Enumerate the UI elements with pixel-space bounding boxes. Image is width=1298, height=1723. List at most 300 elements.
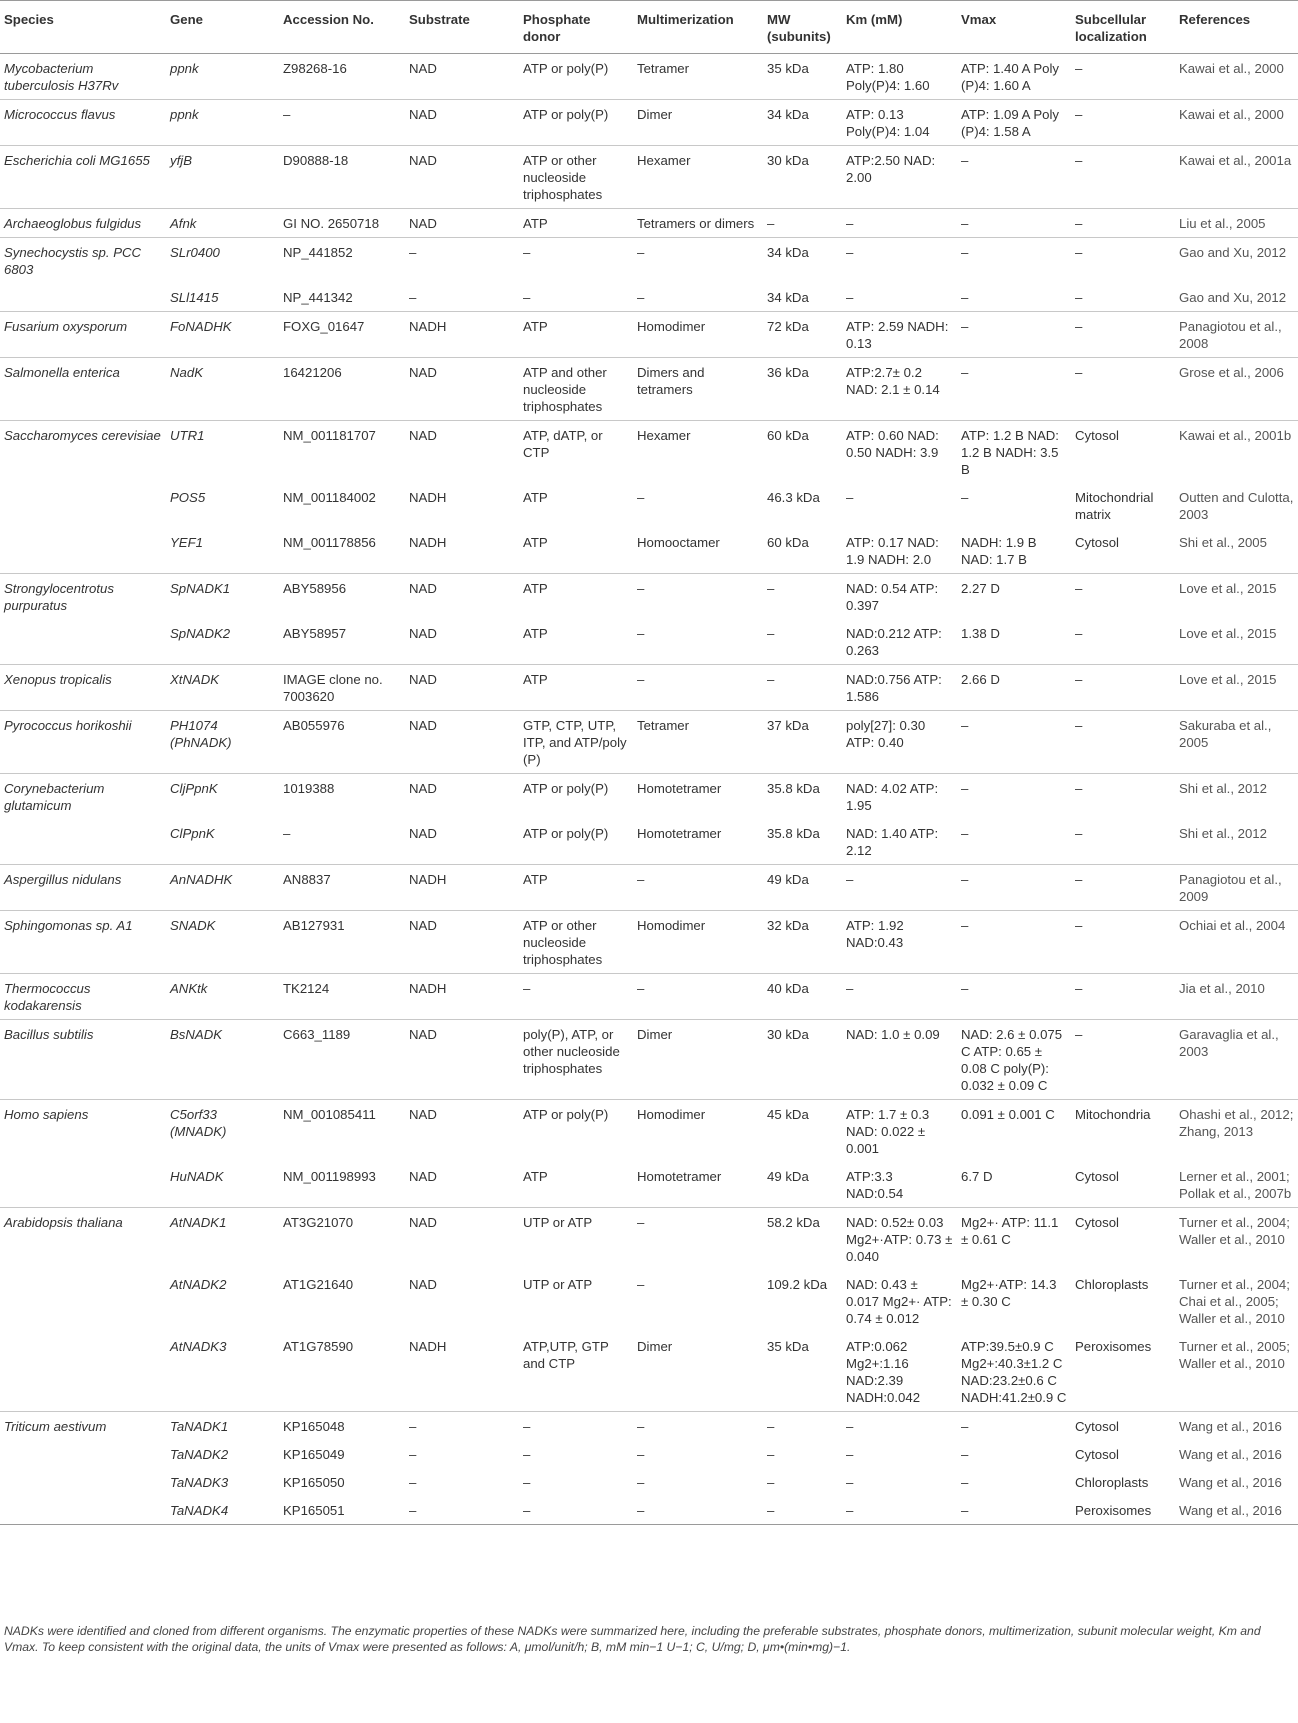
cell-gene: YEF1 bbox=[170, 535, 203, 550]
cell-vmax: – bbox=[957, 974, 1071, 1020]
cell-acc: NM_001198993 bbox=[283, 1169, 376, 1184]
table-row bbox=[0, 865, 1298, 911]
cell-km: ATP:2.50 NAD: 2.00 bbox=[842, 146, 957, 209]
cell-mw: 58.2 kDa bbox=[763, 1208, 842, 1271]
cell-donor: – bbox=[519, 1412, 633, 1441]
cell-acc: AT1G78590 bbox=[283, 1339, 354, 1354]
cell-gene: BsNADK bbox=[166, 1020, 279, 1100]
cell-ref: Kawai et al., 2001a bbox=[1175, 146, 1298, 209]
cell-mw: – bbox=[767, 1475, 775, 1490]
cell-gene: AtNADK2 bbox=[170, 1277, 227, 1292]
cell-sub: – bbox=[405, 238, 519, 284]
cell-sub: NADH bbox=[409, 1339, 447, 1354]
cell-km: – bbox=[846, 1447, 854, 1462]
cell-acc: NM_001178856 bbox=[283, 535, 376, 550]
cell-loc: Cytosol bbox=[1075, 535, 1119, 550]
cell-donor: ATP or poly(P) bbox=[519, 1100, 633, 1163]
cell-vmax: NAD: 2.6 ± 0.075 C ATP: 0.65 ± 0.08 C poly(P): 0.032 ± 0.09 C bbox=[957, 1020, 1071, 1100]
cell-vmax: – bbox=[957, 865, 1071, 911]
cell-multi: Homodimer bbox=[633, 312, 763, 358]
table-row bbox=[0, 1100, 1298, 1163]
cell-km: poly[27]: 0.30 ATP: 0.40 bbox=[842, 711, 957, 774]
cell-species bbox=[0, 619, 166, 665]
cell-mw: – bbox=[767, 1447, 775, 1462]
cell-gene: SLl1415 bbox=[170, 290, 219, 305]
cell-loc: – bbox=[1075, 61, 1083, 76]
cell-sub: – bbox=[405, 1412, 519, 1441]
table-row bbox=[0, 54, 1298, 100]
cell-mw: 30 kDa bbox=[763, 146, 842, 209]
cell-gene: TaNADK2 bbox=[170, 1447, 229, 1462]
cell-loc: – bbox=[1071, 974, 1175, 1020]
cell-species bbox=[0, 1496, 166, 1525]
cell-sub: – bbox=[409, 1447, 417, 1462]
cell-loc: – bbox=[1071, 774, 1175, 820]
cell-acc: AB127931 bbox=[279, 911, 405, 974]
cell-multi: – bbox=[633, 238, 763, 284]
cell-multi: Tetramer bbox=[633, 711, 763, 774]
cell-multi: Hexamer bbox=[633, 146, 763, 209]
cell-sub: NAD bbox=[409, 626, 437, 641]
cell-loc: – bbox=[1071, 665, 1175, 711]
table-row bbox=[0, 974, 1298, 1020]
cell-loc: Cytosol bbox=[1071, 1412, 1175, 1441]
cell-sub: NAD bbox=[405, 774, 519, 820]
cell-gene: HuNADK bbox=[170, 1169, 224, 1184]
cell-sub: NADH bbox=[409, 490, 447, 505]
cell-loc: Cytosol bbox=[1071, 421, 1175, 484]
cell-mw: 30 kDa bbox=[763, 1020, 842, 1100]
cell-vmax: – bbox=[957, 312, 1071, 358]
cell-donor: ATP or poly(P) bbox=[523, 61, 609, 76]
cell-vmax: – bbox=[961, 1475, 969, 1490]
cell-gene: XtNADK bbox=[166, 665, 279, 711]
cell-mw: – bbox=[767, 626, 775, 641]
cell-acc: NP_441342 bbox=[283, 290, 353, 305]
cell-species: Saccharomyces cerevisiae bbox=[0, 421, 166, 484]
cell-loc: Cytosol bbox=[1071, 1208, 1175, 1271]
cell-donor: – bbox=[523, 1447, 531, 1462]
cell-species: Arabidopsis thaliana bbox=[0, 1208, 166, 1271]
cell-species bbox=[0, 1332, 166, 1412]
cell-acc: IMAGE clone no. 7003620 bbox=[279, 665, 405, 711]
cell-vmax: 1.38 D bbox=[961, 626, 1000, 641]
table-row bbox=[0, 528, 1298, 574]
cell-sub: NADH bbox=[409, 535, 447, 550]
cell-gene: Afnk bbox=[166, 209, 279, 238]
cell-gene: SNADK bbox=[166, 911, 279, 974]
cell-multi: – bbox=[637, 1475, 645, 1490]
cell-donor: UTP or ATP bbox=[519, 1208, 633, 1271]
cell-donor: – bbox=[523, 290, 531, 305]
cell-km: ATP: 1.92 NAD:0.43 bbox=[842, 911, 957, 974]
cell-ref: Garavaglia et al., 2003 bbox=[1175, 1020, 1298, 1100]
cell-species: Aspergillus nidulans bbox=[0, 865, 166, 911]
cell-vmax: – bbox=[957, 774, 1071, 820]
cell-multi: – bbox=[633, 974, 763, 1020]
cell-species: Homo sapiens bbox=[0, 1100, 166, 1163]
cell-acc: – bbox=[283, 826, 291, 841]
cell-acc: AN8837 bbox=[279, 865, 405, 911]
cell-gene: PH1074 (PhNADK) bbox=[166, 711, 279, 774]
cell-ref: Shi et al., 2005 bbox=[1179, 535, 1267, 550]
cell-vmax: ATP:39.5±0.9 C Mg2+:40.3±1.2 C NAD:23.2±0.6 C NADH:41.2±0.9 C bbox=[961, 1339, 1067, 1405]
table-row bbox=[0, 1270, 1298, 1332]
cell-gene: AtNADK3 bbox=[170, 1339, 227, 1354]
cell-acc: NP_441852 bbox=[279, 238, 405, 284]
cell-donor: ATP or poly(P) bbox=[523, 826, 609, 841]
cell-species: Salmonella enterica bbox=[0, 358, 166, 421]
cell-km: NAD: 0.54 ATP: 0.397 bbox=[842, 574, 957, 620]
cell-gene: AtNADK1 bbox=[166, 1208, 279, 1271]
cell-species bbox=[0, 528, 166, 574]
cell-vmax: – bbox=[961, 490, 969, 505]
cell-donor: ATP bbox=[523, 1169, 548, 1184]
cell-gene: POS5 bbox=[170, 490, 206, 505]
cell-acc: 1019388 bbox=[279, 774, 405, 820]
cell-loc: Peroxisomes bbox=[1075, 1339, 1152, 1354]
cell-species bbox=[0, 283, 166, 312]
cell-multi: Tetramers or dimers bbox=[633, 209, 763, 238]
table-body bbox=[0, 54, 1298, 1525]
cell-multi: – bbox=[633, 1496, 763, 1525]
cell-mw: 37 kDa bbox=[763, 711, 842, 774]
cell-vmax: – bbox=[961, 290, 969, 305]
cell-donor: ATP or poly(P) bbox=[519, 100, 633, 146]
table-row bbox=[0, 1412, 1298, 1441]
cell-km: NAD: 1.0 ± 0.09 bbox=[842, 1020, 957, 1100]
cell-ref: Sakuraba et al., 2005 bbox=[1175, 711, 1298, 774]
table-caption: NADKs were identified and cloned from different organisms. The enzymatic properties of these NADKs were summarized here, including the preferable substrates, phosphate donors, multimerization, subunit molecular weight, Km and Vmax. To keep consistent with the original data, the units of Vmax were presented as follows: A, μmol/unit/h; B, mM min−1 U−1; C, U/mg; D, μm•(min•mg)−1. bbox=[4, 1624, 1261, 1654]
cell-mw: 72 kDa bbox=[763, 312, 842, 358]
cell-gene: UTR1 bbox=[166, 421, 279, 484]
cell-acc: ABY58957 bbox=[283, 626, 347, 641]
header-cell: Species bbox=[0, 1, 166, 54]
cell-sub: NAD bbox=[409, 1169, 437, 1184]
cell-multi: – bbox=[633, 574, 763, 620]
cell-ref: Turner et al., 2004; Chai et al., 2005; Waller et al., 2010 bbox=[1179, 1277, 1290, 1326]
cell-multi: Hexamer bbox=[633, 421, 763, 484]
table-row bbox=[0, 100, 1298, 146]
cell-vmax: – bbox=[957, 146, 1071, 209]
cell-loc: – bbox=[1071, 1020, 1175, 1100]
cell-sub: NADH bbox=[405, 865, 519, 911]
cell-multi: – bbox=[637, 490, 645, 505]
cell-gene: TaNADK4 bbox=[166, 1496, 279, 1525]
cell-species: Corynebacterium glutamicum bbox=[0, 774, 166, 820]
cell-sub: NADH bbox=[405, 974, 519, 1020]
cell-mw: 35.8 kDa bbox=[767, 826, 820, 841]
table-row bbox=[0, 483, 1298, 528]
cell-multi: Dimer bbox=[633, 1020, 763, 1100]
cell-acc: GI NO. 2650718 bbox=[279, 209, 405, 238]
cell-ref: Wang et al., 2016 bbox=[1179, 1475, 1282, 1490]
cell-loc: Cytosol bbox=[1075, 1169, 1119, 1184]
cell-acc: NM_001184002 bbox=[283, 490, 376, 505]
cell-km: NAD: 0.43 ± 0.017 Mg2+· ATP: 0.74 ± 0.012 bbox=[846, 1277, 952, 1326]
cell-acc: KP165049 bbox=[283, 1447, 345, 1462]
table-row bbox=[0, 711, 1298, 774]
cell-mw: 40 kDa bbox=[763, 974, 842, 1020]
cell-donor: ATP bbox=[523, 490, 548, 505]
cell-sub: NAD bbox=[405, 1100, 519, 1163]
cell-donor: – bbox=[519, 974, 633, 1020]
cell-donor: GTP, CTP, UTP, ITP, and ATP/poly (P) bbox=[519, 711, 633, 774]
cell-ref: Love et al., 2015 bbox=[1175, 574, 1298, 620]
table-row bbox=[0, 1332, 1298, 1412]
cell-donor: ATP bbox=[519, 574, 633, 620]
cell-gene: CljPpnK bbox=[166, 774, 279, 820]
cell-multi: Dimers and tetramers bbox=[633, 358, 763, 421]
cell-loc: – bbox=[1071, 865, 1175, 911]
cell-multi: – bbox=[633, 665, 763, 711]
cell-sub: NAD bbox=[405, 665, 519, 711]
table-row bbox=[0, 146, 1298, 209]
table-row bbox=[0, 1496, 1298, 1525]
cell-ref: Grose et al., 2006 bbox=[1175, 358, 1298, 421]
table-row bbox=[0, 911, 1298, 974]
cell-acc: C663_1189 bbox=[279, 1020, 405, 1100]
cell-loc: – bbox=[1075, 626, 1083, 641]
cell-multi: – bbox=[633, 865, 763, 911]
table-row bbox=[0, 283, 1298, 312]
cell-km: NAD: 0.52± 0.03 Mg2+·ATP: 0.73 ± 0.040 bbox=[842, 1208, 957, 1271]
table-row bbox=[0, 819, 1298, 865]
cell-vmax: 2.66 D bbox=[957, 665, 1071, 711]
cell-sub: – bbox=[405, 1496, 519, 1525]
cell-mw: 34 kDa bbox=[767, 290, 809, 305]
cell-mw: 60 kDa bbox=[763, 421, 842, 484]
cell-loc: – bbox=[1071, 358, 1175, 421]
cell-sub: NAD bbox=[405, 911, 519, 974]
header-cell: Multimerization bbox=[633, 1, 763, 54]
cell-vmax: 6.7 D bbox=[961, 1169, 993, 1184]
cell-sub: NAD bbox=[409, 61, 437, 76]
cell-sub: NAD bbox=[405, 209, 519, 238]
cell-donor: ATP bbox=[519, 665, 633, 711]
cell-ref: Turner et al., 2005; Waller et al., 2010 bbox=[1179, 1339, 1290, 1371]
cell-ref: Outten and Culotta, 2003 bbox=[1179, 490, 1294, 522]
cell-donor: ATP or other nucleoside triphosphates bbox=[519, 911, 633, 974]
cell-acc: FOXG_01647 bbox=[279, 312, 405, 358]
cell-acc: TK2124 bbox=[279, 974, 405, 1020]
cell-km: ATP: 0.17 NAD: 1.9 NADH: 2.0 bbox=[846, 535, 939, 567]
header-cell: Substrate bbox=[405, 1, 519, 54]
cell-km: – bbox=[846, 290, 854, 305]
cell-loc: – bbox=[1075, 290, 1083, 305]
cell-mw: 36 kDa bbox=[763, 358, 842, 421]
cell-ref: Kawai et al., 2000 bbox=[1179, 61, 1284, 76]
cell-km: NAD: 4.02 ATP: 1.95 bbox=[842, 774, 957, 820]
header-cell: Gene bbox=[166, 1, 279, 54]
cell-gene: SLr0400 bbox=[166, 238, 279, 284]
cell-km: – bbox=[846, 490, 854, 505]
cell-species: Bacillus subtilis bbox=[0, 1020, 166, 1100]
cell-ref: Shi et al., 2012 bbox=[1179, 826, 1267, 841]
cell-acc: Z98268-16 bbox=[283, 61, 347, 76]
cell-mw: 49 kDa bbox=[763, 865, 842, 911]
cell-multi: Homotetramer bbox=[637, 1169, 722, 1184]
cell-km: – bbox=[846, 1475, 854, 1490]
cell-km: ATP: 1.7 ± 0.3 NAD: 0.022 ± 0.001 bbox=[842, 1100, 957, 1163]
cell-km: NAD: 1.40 ATP: 2.12 bbox=[846, 826, 939, 858]
cell-km: – bbox=[842, 974, 957, 1020]
cell-acc: NM_001181707 bbox=[279, 421, 405, 484]
table-row bbox=[0, 1020, 1298, 1100]
cell-species: Mycobacterium tuberculosis H37Rv bbox=[4, 61, 119, 93]
cell-sub: NAD bbox=[409, 1277, 437, 1292]
header-cell: Km (mM) bbox=[842, 1, 957, 54]
cell-ref: Turner et al., 2004; Waller et al., 2010 bbox=[1175, 1208, 1298, 1271]
cell-vmax: Mg2+· ATP: 11.1 ± 0.61 C bbox=[957, 1208, 1071, 1271]
cell-mw: 46.3 kDa bbox=[767, 490, 820, 505]
cell-donor: poly(P), ATP, or other nucleoside triphosphates bbox=[519, 1020, 633, 1100]
cell-sub: NAD bbox=[409, 826, 437, 841]
cell-ref: Gao and Xu, 2012 bbox=[1179, 290, 1287, 305]
header-cell: Phosphate donor bbox=[519, 1, 633, 54]
cell-sub: NAD bbox=[405, 574, 519, 620]
cell-donor: ATP,UTP, GTP and CTP bbox=[523, 1339, 609, 1371]
cell-loc: Mitochondrial matrix bbox=[1075, 490, 1154, 522]
cell-multi: Dimer bbox=[633, 100, 763, 146]
cell-mw: 34 kDa bbox=[763, 238, 842, 284]
table-row bbox=[0, 358, 1298, 421]
cell-donor: ATP, dATP, or CTP bbox=[519, 421, 633, 484]
cell-km: ATP: 2.59 NADH: 0.13 bbox=[842, 312, 957, 358]
cell-mw: 49 kDa bbox=[767, 1169, 809, 1184]
cell-acc: NM_001085411 bbox=[279, 1100, 405, 1163]
cell-species: Xenopus tropicalis bbox=[0, 665, 166, 711]
cell-gene: ppnk bbox=[170, 61, 199, 76]
cell-loc: – bbox=[1071, 146, 1175, 209]
cell-donor: ATP or other nucleoside triphosphates bbox=[519, 146, 633, 209]
cell-ref: Ochiai et al., 2004 bbox=[1175, 911, 1298, 974]
cell-mw: 35 kDa bbox=[767, 1339, 809, 1354]
table-row bbox=[0, 238, 1298, 284]
cell-species: Strongylocentrotus purpuratus bbox=[0, 574, 166, 620]
cell-mw: 32 kDa bbox=[763, 911, 842, 974]
cell-km: ATP: 0.13 Poly(P)4: 1.04 bbox=[842, 100, 957, 146]
cell-vmax: 0.091 ± 0.001 C bbox=[957, 1100, 1071, 1163]
cell-ref: Kawai et al., 2000 bbox=[1175, 100, 1298, 146]
cell-km: – bbox=[842, 865, 957, 911]
cell-loc: Mitochondria bbox=[1071, 1100, 1175, 1163]
cell-ref: Panagiotou et al., 2009 bbox=[1175, 865, 1298, 911]
cell-gene: TaNADK1 bbox=[166, 1412, 279, 1441]
cell-species bbox=[0, 1162, 166, 1208]
cell-donor: UTP or ATP bbox=[523, 1277, 593, 1292]
cell-ref: Love et al., 2015 bbox=[1175, 665, 1298, 711]
cell-mw: – bbox=[763, 1412, 842, 1441]
cell-species: Micrococcus flavus bbox=[0, 100, 166, 146]
cell-loc: – bbox=[1075, 826, 1083, 841]
cell-multi: Tetramer bbox=[637, 61, 690, 76]
table-row bbox=[0, 209, 1298, 238]
table-row bbox=[0, 1440, 1298, 1468]
cell-mw: – bbox=[763, 1496, 842, 1525]
cell-km: ATP: 0.60 NAD: 0.50 NADH: 3.9 bbox=[842, 421, 957, 484]
cell-species bbox=[0, 1440, 166, 1468]
cell-species bbox=[0, 1270, 166, 1332]
cell-ref: Wang et al., 2016 bbox=[1179, 1447, 1282, 1462]
cell-km: – bbox=[842, 209, 957, 238]
table-row bbox=[0, 1162, 1298, 1208]
cell-loc: – bbox=[1071, 100, 1175, 146]
cell-gene: yfjB bbox=[166, 146, 279, 209]
cell-vmax: – bbox=[957, 911, 1071, 974]
cell-loc: – bbox=[1071, 238, 1175, 284]
cell-multi: – bbox=[637, 1277, 645, 1292]
cell-multi: – bbox=[633, 1412, 763, 1441]
table-row bbox=[0, 574, 1298, 620]
cell-mw: – bbox=[763, 209, 842, 238]
header-cell: Vmax bbox=[957, 1, 1071, 54]
cell-km: – bbox=[842, 1412, 957, 1441]
cell-species: Archaeoglobus fulgidus bbox=[0, 209, 166, 238]
cell-acc: 16421206 bbox=[279, 358, 405, 421]
cell-vmax: – bbox=[957, 711, 1071, 774]
cell-donor: ATP bbox=[523, 626, 548, 641]
cell-donor: – bbox=[523, 1475, 531, 1490]
cell-sub: NAD bbox=[405, 100, 519, 146]
cell-vmax: – bbox=[961, 826, 969, 841]
cell-km: – bbox=[842, 1496, 957, 1525]
cell-multi: – bbox=[637, 1447, 645, 1462]
cell-sub: NAD bbox=[405, 711, 519, 774]
cell-loc: – bbox=[1071, 911, 1175, 974]
cell-vmax: ATP: 1.40 A Poly (P)4: 1.60 A bbox=[961, 61, 1059, 93]
cell-vmax: – bbox=[957, 1412, 1071, 1441]
cell-donor: ATP bbox=[519, 865, 633, 911]
cell-gene: ppnk bbox=[166, 100, 279, 146]
cell-species: Thermococcus kodakarensis bbox=[0, 974, 166, 1020]
cell-km: – bbox=[842, 238, 957, 284]
cell-ref: Love et al., 2015 bbox=[1179, 626, 1277, 641]
table-row bbox=[0, 1468, 1298, 1496]
cell-donor: ATP bbox=[519, 209, 633, 238]
header-cell: Subcellular localization bbox=[1071, 1, 1175, 54]
table-row bbox=[0, 665, 1298, 711]
cell-loc: Chloroplasts bbox=[1075, 1277, 1149, 1292]
cell-acc: KP165050 bbox=[283, 1475, 345, 1490]
cell-ref: Lerner et al., 2001; Pollak et al., 2007b bbox=[1179, 1169, 1292, 1201]
cell-km: NAD:0.756 ATP: 1.586 bbox=[842, 665, 957, 711]
cell-mw: 109.2 kDa bbox=[767, 1277, 828, 1292]
cell-ref: Gao and Xu, 2012 bbox=[1175, 238, 1298, 284]
cell-ref: Liu et al., 2005 bbox=[1175, 209, 1298, 238]
cell-vmax: – bbox=[957, 358, 1071, 421]
cell-ref: Wang et al., 2016 bbox=[1175, 1496, 1298, 1525]
table-row bbox=[0, 1208, 1298, 1271]
cell-vmax: – bbox=[957, 238, 1071, 284]
cell-loc: Chloroplasts bbox=[1075, 1475, 1149, 1490]
cell-multi: – bbox=[633, 1208, 763, 1271]
table-row bbox=[0, 619, 1298, 665]
header-row bbox=[0, 1, 1298, 54]
cell-gene: FoNADHK bbox=[166, 312, 279, 358]
cell-loc: Cytosol bbox=[1075, 1447, 1119, 1462]
cell-sub: NAD bbox=[405, 1020, 519, 1100]
cell-gene: NadK bbox=[166, 358, 279, 421]
cell-vmax: – bbox=[957, 209, 1071, 238]
cell-ref: Kawai et al., 2001b bbox=[1175, 421, 1298, 484]
cell-vmax: NADH: 1.9 B NAD: 1.7 B bbox=[961, 535, 1037, 567]
cell-donor: ATP bbox=[523, 535, 548, 550]
cell-vmax: 2.27 D bbox=[957, 574, 1071, 620]
cell-species bbox=[0, 483, 166, 528]
cell-loc: – bbox=[1071, 574, 1175, 620]
cell-species: Fusarium oxysporum bbox=[0, 312, 166, 358]
